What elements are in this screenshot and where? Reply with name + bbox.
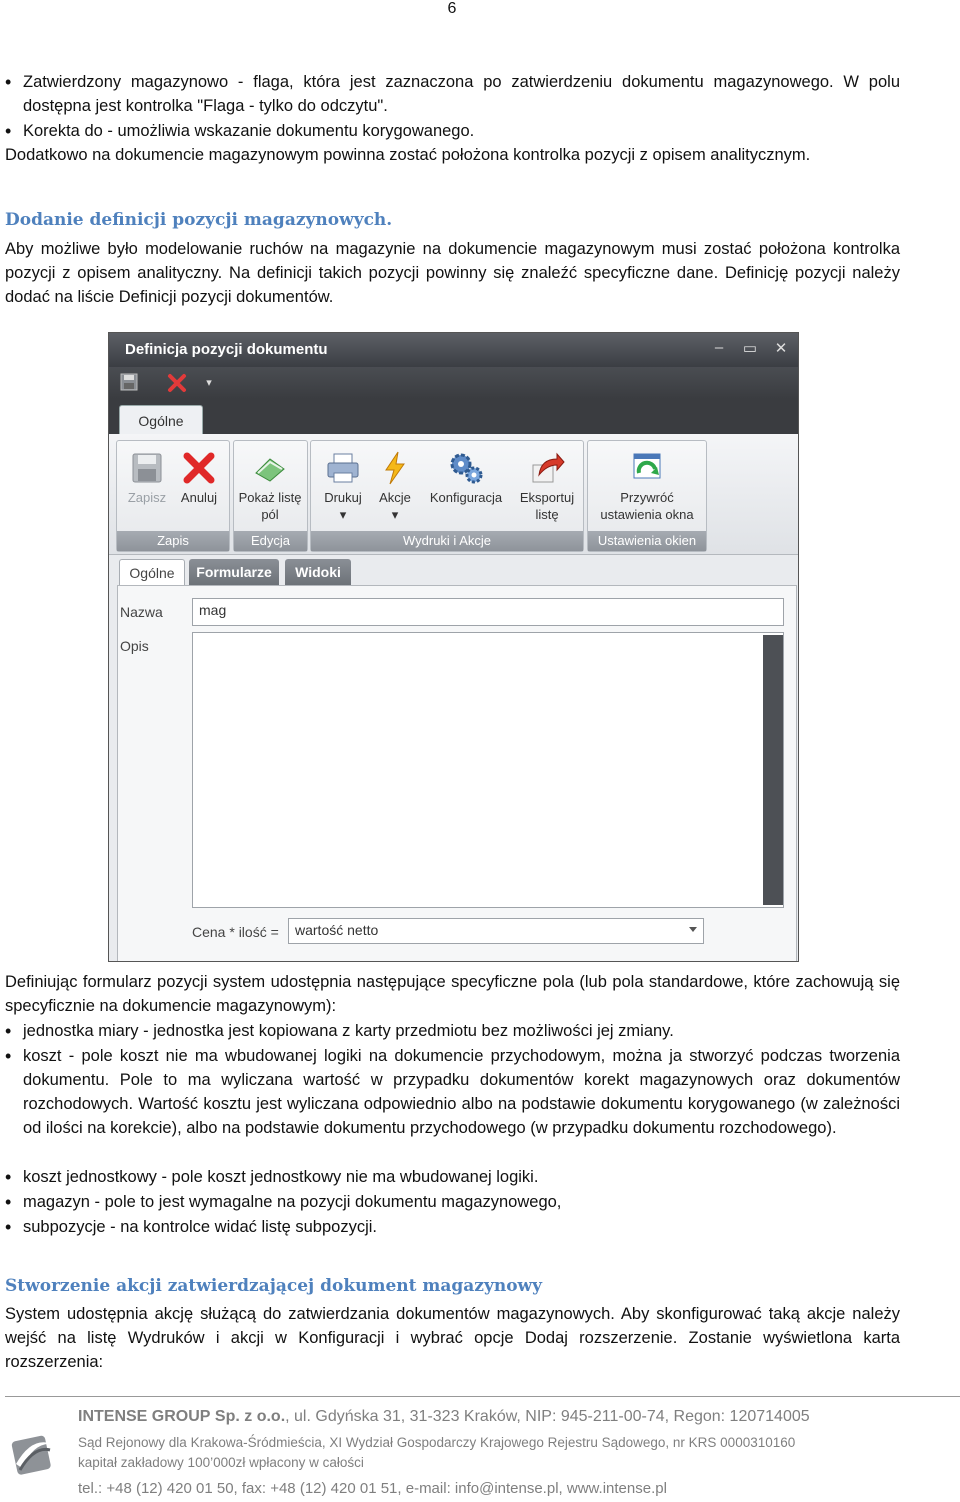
vertical-scrollbar[interactable] (763, 635, 783, 905)
list-item: • magazyn - pole to jest wymagalne na pozycji dokumentu magazynowego, (5, 1190, 900, 1214)
save-icon[interactable] (119, 373, 139, 393)
dropdown-arrow-icon[interactable]: ▾ (206, 377, 212, 389)
section-heading: Dodanie definicji pozycji magazynowych. (5, 210, 393, 230)
chevron-down-icon (689, 927, 697, 932)
quick-access-toolbar (109, 367, 798, 399)
cena-label: Cena * ilość = (192, 924, 279, 940)
form-tabs (109, 555, 798, 585)
paragraph: Aby możliwe było modelowanie ruchów na magazynie na dokumencie magazynowym musi zostać położona kontrolka pozycji z opisem analityczny. Na definicji takich pozycji powinny się znaleźć specyficzne dane. Definicję pozycji należy dodać na liście Definicji pozycji dokumentów. (5, 240, 900, 306)
window-title: Definicja pozycji dokumentu (125, 341, 328, 358)
actions-button[interactable]: Akcje ▾ (363, 445, 427, 527)
tab-ogolne[interactable]: Ogólne (119, 559, 185, 586)
restore-window-settings-button[interactable]: Przywróć ustawienia okna (591, 445, 703, 527)
list-item: • subpozycje - na kontrolce widać listę subpozycji. (5, 1215, 900, 1239)
print-button[interactable]: Drukuj ▾ (311, 445, 375, 527)
ribbon (109, 434, 798, 555)
company-logo (8, 1430, 56, 1478)
export-list-button[interactable]: Eksportuj listę (515, 445, 579, 527)
section-heading: Stworzenie akcji zatwierdzającej dokument magazynowy (5, 1276, 543, 1296)
ribbon-group-ustawienia (587, 440, 707, 552)
footer-capital: kapitał zakładowy 100’000zł wpłacony w całości (78, 1455, 364, 1470)
group-caption: Edycja (234, 531, 307, 551)
ribbon-group-zapis (116, 440, 230, 552)
ribbon-group-edycja (233, 440, 308, 552)
paragraph: System udostępnia akcję służącą do zatwierdzania dokumentów magazynowych. Aby skonfigurować taką akcje należy wejść na listę Wydruków i akcji w Konfiguracji i wybrać opcje Dodaj rozszerzenie. Zostanie wyświetlona karta rozszerzenia: (5, 1305, 900, 1371)
book-icon (238, 445, 302, 489)
footer-contact: tel.: +48 (12) 420 01 50, fax: +48 (12) 420 01 51, e-mail: info@intense.pl, www.intense.pl (78, 1480, 667, 1497)
window-screenshot (108, 332, 799, 962)
tab-ogolne[interactable]: Ogólne (119, 405, 203, 436)
group-caption: Zapis (117, 531, 229, 551)
page-number: 6 (447, 0, 457, 17)
list-item: • jednostka miary - jednostka jest kopiowana z karty przedmiotu bez możliwości jej zmiany. (5, 1019, 900, 1043)
list-item: • Zatwierdzony magazynowo - flaga, która jest zaznaczona po zatwierdzeniu dokumentu magazynowego. W polu dostępna jest kontrolka "Flaga - tylko do odczytu". (5, 70, 900, 118)
form-body (117, 585, 797, 962)
tab-formularze[interactable]: Formularze (189, 559, 279, 585)
footer-court: Sąd Rejonowy dla Krakowa-Śródmieścia, XI Wydział Gospodarczy Krajowego Rejestru Sądowego, nr KRS 0000310160 (78, 1435, 796, 1450)
lightning-icon (363, 445, 427, 489)
group-caption: Wydruki i Akcje (311, 531, 583, 551)
show-fields-button[interactable]: Pokaż listę pól (238, 445, 302, 527)
dropdown-arrow-icon: ▾ (391, 507, 399, 522)
gears-icon (423, 445, 509, 489)
minimize-icon[interactable]: ‒ (714, 339, 724, 356)
cena-select[interactable]: wartość netto (288, 918, 704, 944)
footer-divider (5, 1396, 960, 1397)
dropdown-arrow-icon: ▾ (339, 507, 347, 522)
paragraph: Dodatkowo na dokumencie magazynowym powinna zostać położona kontrolka pozycji z opisem analitycznym. (5, 146, 811, 164)
window-titlebar (109, 333, 798, 367)
close-icon[interactable]: ✕ (774, 340, 788, 357)
list-item: • koszt jednostkowy - pole koszt jednostkowy nie ma wbudowanej logiki. (5, 1165, 900, 1189)
ribbon-tabs (109, 399, 798, 435)
paragraph: Definiując formularz pozycji system udostępnia następujące specyficzne pola (lub pola standardowe, które zachowują się specyficznie na dokumencie magazynowym): (5, 973, 900, 1015)
refresh-window-icon (591, 445, 703, 489)
footer-company-line: INTENSE GROUP Sp. z o.o., ul. Gdyńska 31, 31-323 Kraków, NIP: 945-211-00-74, Regon: 120714005 (78, 1408, 810, 1425)
restore-icon[interactable]: ▭ (742, 340, 758, 357)
opis-textarea[interactable] (192, 632, 784, 908)
opis-label: Opis (120, 638, 149, 654)
configuration-button[interactable]: Konfiguracja (423, 445, 509, 527)
nazwa-label: Nazwa (120, 604, 163, 620)
cancel-icon[interactable] (167, 373, 187, 393)
export-arrow-icon (515, 445, 579, 489)
ribbon-group-wydruki (310, 440, 584, 552)
tab-widoki[interactable]: Widoki (285, 559, 351, 585)
cancel-button[interactable]: Anuluj (167, 445, 231, 527)
cancel-icon (167, 445, 231, 489)
list-item: • Korekta do - umożliwia wskazanie dokumentu korygowanego. (5, 119, 900, 143)
nazwa-input[interactable]: mag (192, 598, 784, 626)
group-caption: Ustawienia okien (588, 531, 706, 551)
save-button[interactable]: Zapisz (115, 445, 179, 527)
list-item: • koszt - pole koszt nie ma wbudowanej logiki na dokumencie przychodowym, można ja stworzyć podczas tworzenia dokumentu. Pole to ma wyliczana wartość w przypadku dokumentów korekt magazynowych oraz dokumentów rozchodowych. Wartość kosztu jest wyliczana odpowiednio albo na podstawie dokumentu korygowanego (w zależności od ilości na korekcie), albo na podstawie dokumentu przychodowego (w przypadku dokumentu rozchodowego). (5, 1044, 900, 1140)
